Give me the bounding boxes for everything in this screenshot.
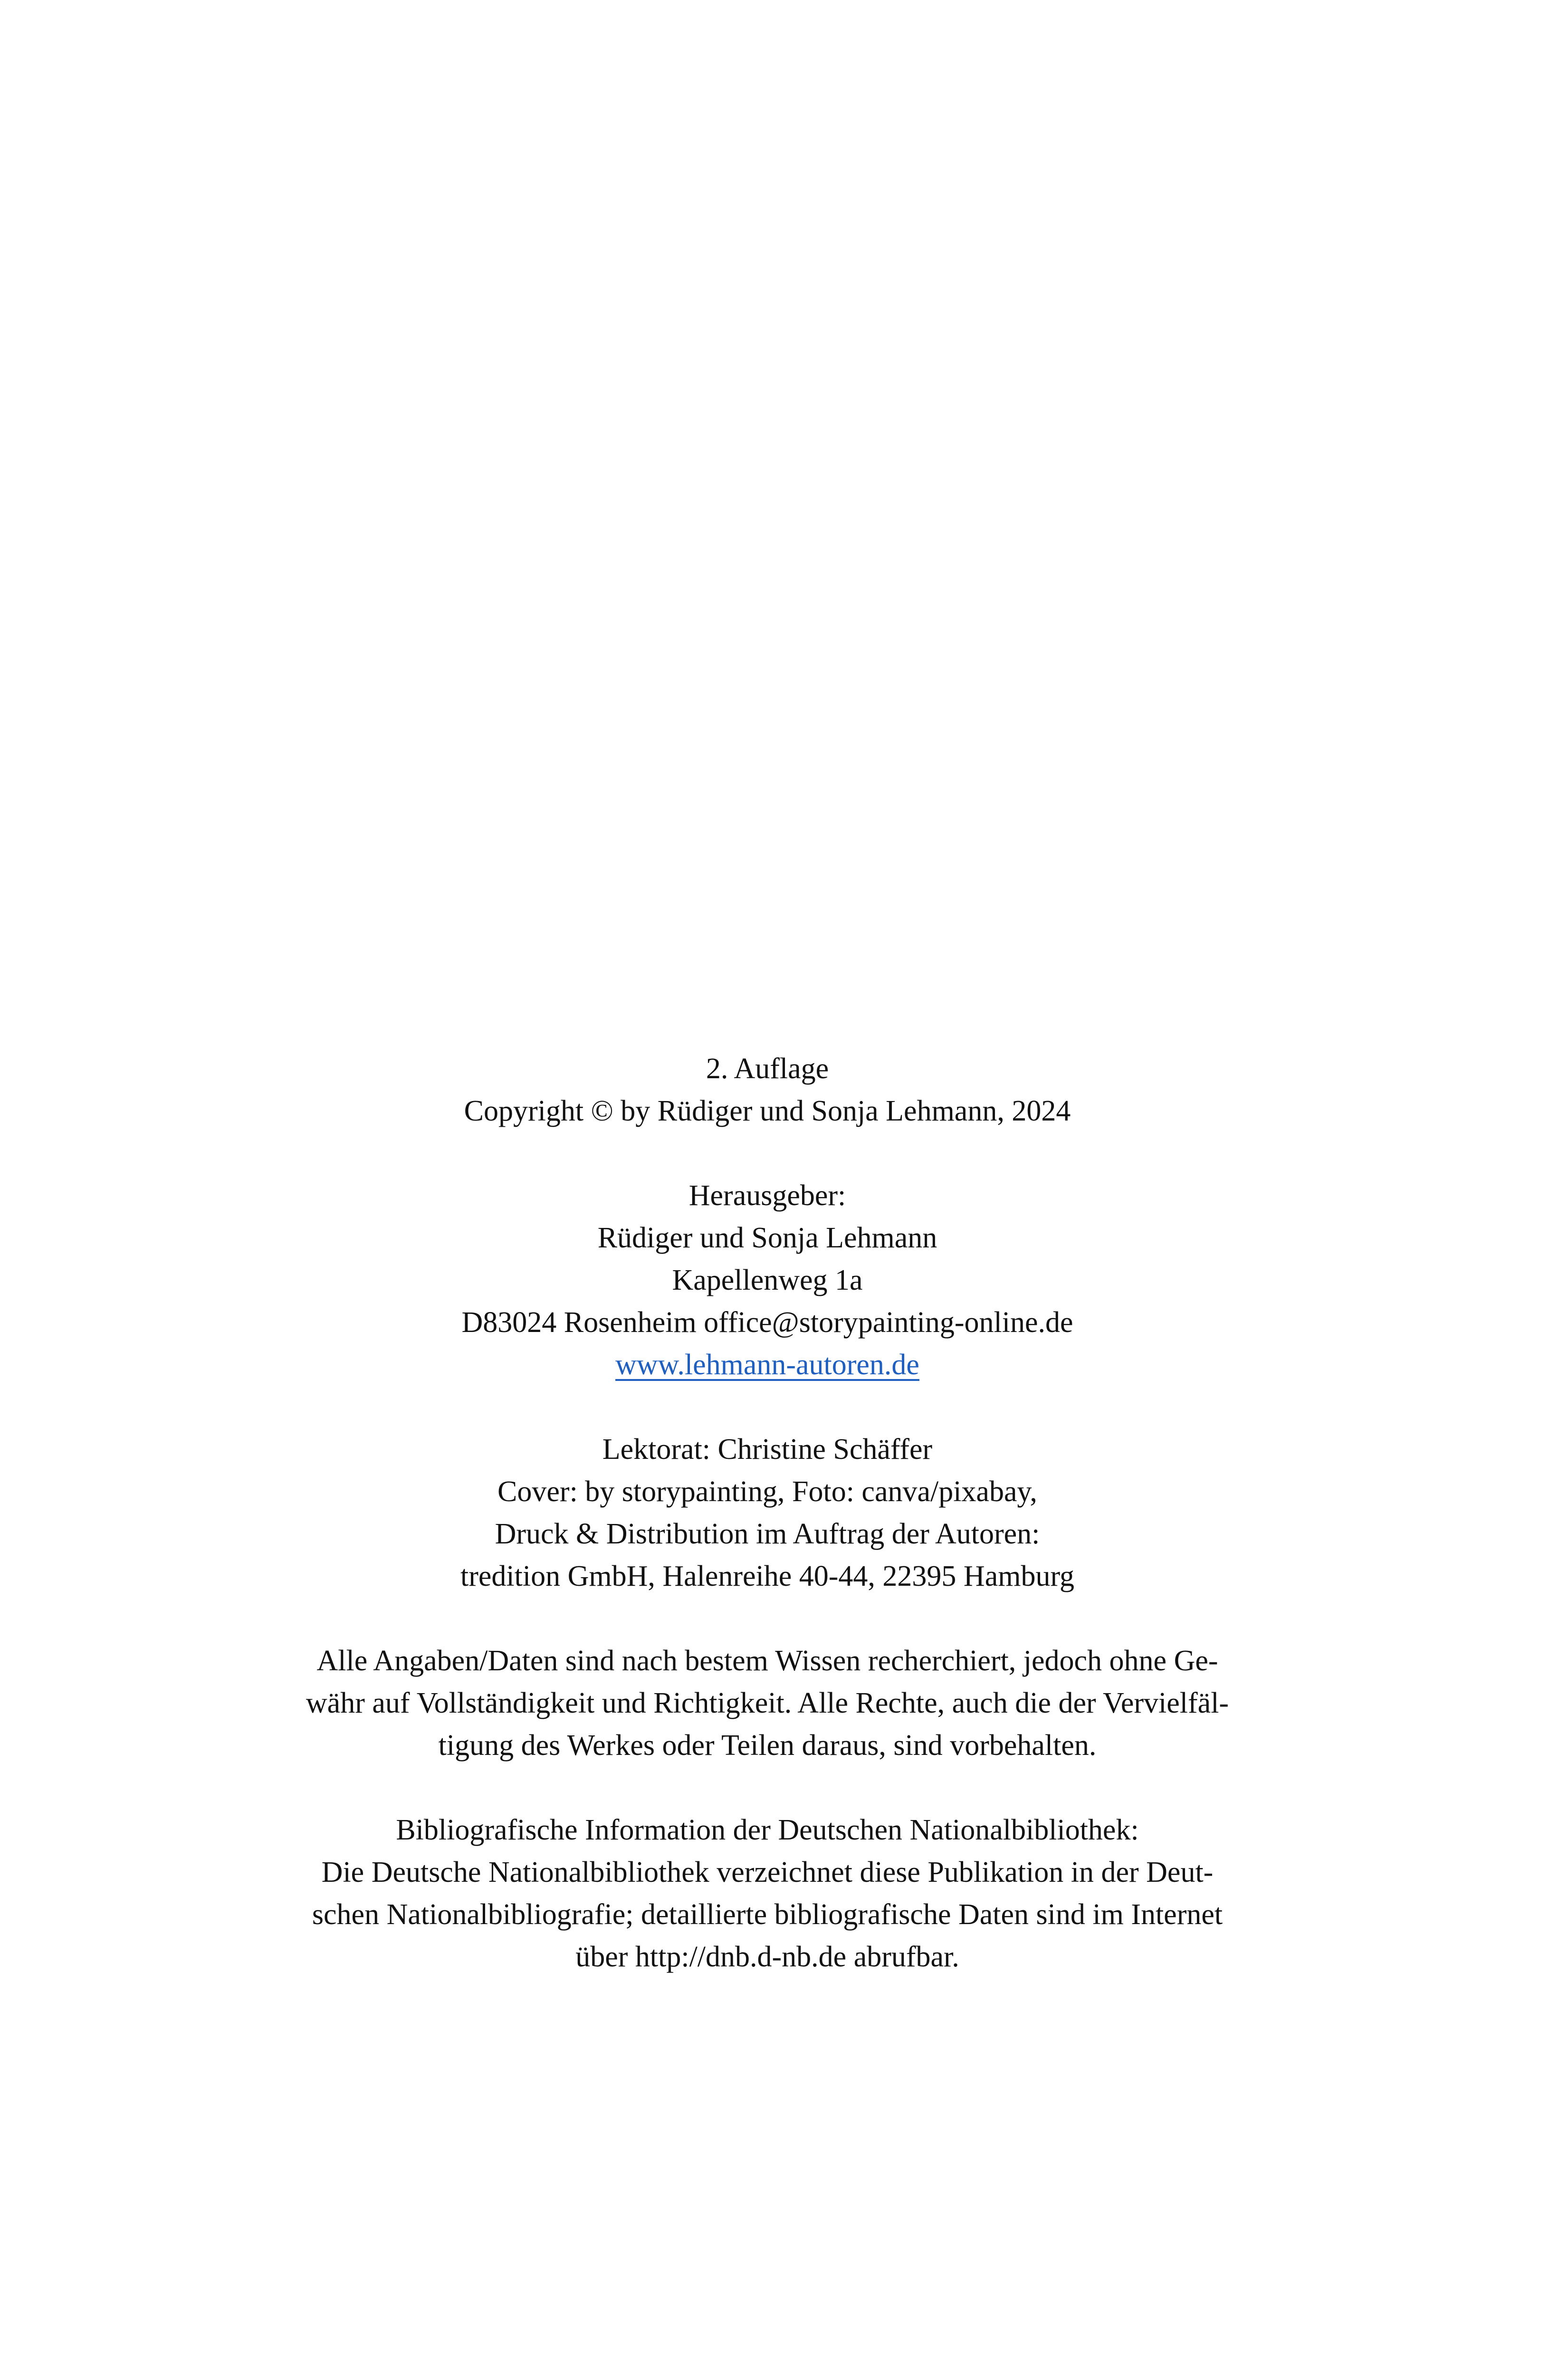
disclaimer-section: [252, 1640, 1283, 1767]
section-spacer: [252, 1767, 1283, 1809]
credits-section: [252, 1428, 1283, 1598]
cover-credit: Cover: by storypainting, Foto: canva/pixabay,: [497, 1475, 1037, 1508]
edition-section: [252, 1048, 1283, 1132]
edition-label: 2. Auflage: [706, 1053, 829, 1085]
publisher-city-email: D83024 Rosenheim office@storypainting-online.de: [461, 1306, 1073, 1339]
publisher-website-link[interactable]: www.lehmann-autoren.de: [615, 1349, 919, 1381]
bibliographic-line: schen Nationalbibliografie; detaillierte bibliografische Daten sind im Internet: [312, 1898, 1223, 1931]
section-spacer: [252, 1132, 1283, 1175]
publisher-street: Kapellenweg 1a: [672, 1264, 863, 1296]
section-spacer: [252, 1598, 1283, 1640]
disclaimer-line: tigung des Werkes oder Teilen daraus, sind vorbehalten.: [438, 1729, 1097, 1762]
bibliographic-line: Die Deutsche Nationalbibliothek verzeichnet diese Publikation in der Deut-: [321, 1856, 1214, 1888]
publisher-section: [252, 1175, 1283, 1386]
editing-credit: Lektorat: Christine Schäffer: [602, 1433, 933, 1466]
bibliographic-line: über http://dnb.d-nb.de abrufbar.: [575, 1941, 959, 1973]
distribution-label: Druck & Distribution im Auftrag der Autoren:: [495, 1518, 1040, 1550]
bibliographic-section: [252, 1809, 1283, 1978]
bibliographic-line: Bibliografische Information der Deutschen Nationalbibliothek:: [396, 1814, 1139, 1846]
disclaimer-line: währ auf Vollständigkeit und Richtigkeit. Alle Rechte, auch die der Vervielfäl-: [306, 1687, 1229, 1719]
publisher-heading: Herausgeber:: [688, 1179, 846, 1212]
distributor-address: tredition GmbH, Halenreihe 40-44, 22395 Hamburg: [460, 1560, 1074, 1592]
disclaimer-line: Alle Angaben/Daten sind nach bestem Wissen recherchiert, jedoch ohne Ge-: [316, 1645, 1218, 1677]
publisher-names: Rüdiger und Sonja Lehmann: [597, 1222, 937, 1254]
section-spacer: [252, 1386, 1283, 1428]
imprint-block: [252, 1048, 1283, 1978]
copyright-line: Copyright © by Rüdiger und Sonja Lehmann, 2024: [464, 1095, 1071, 1127]
